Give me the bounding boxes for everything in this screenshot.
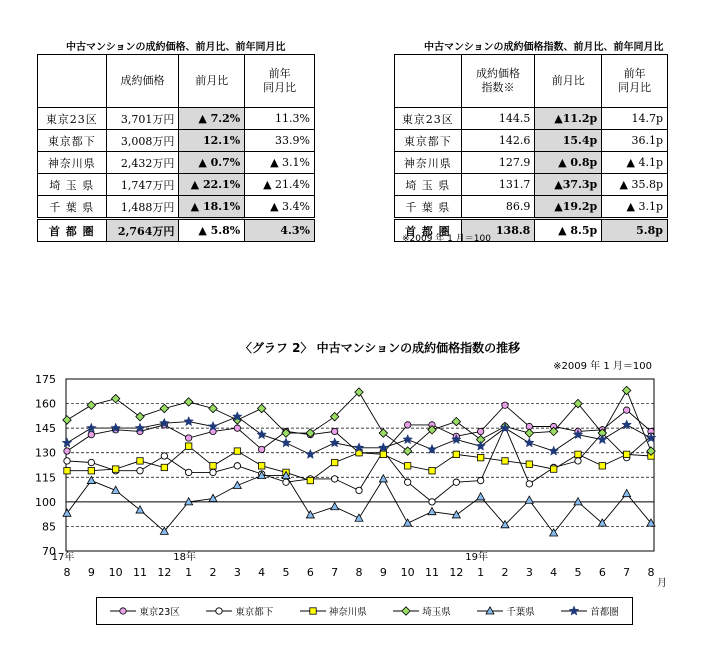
table-cell-yoy: ▲ 3.4% bbox=[245, 196, 315, 219]
data-point bbox=[477, 428, 483, 434]
chart-legend bbox=[96, 597, 633, 625]
data-point bbox=[502, 458, 508, 464]
legend-item bbox=[206, 604, 273, 618]
legend-label: 首都圏 bbox=[590, 607, 619, 618]
data-point bbox=[185, 435, 191, 441]
x-tick-label: 4 bbox=[550, 566, 558, 579]
year-label: 18年 bbox=[173, 552, 197, 563]
table-cell-yoy: 4.3% bbox=[245, 219, 315, 242]
table2-title: 中古マンションの成約価格指数、前月比、前年同月比 bbox=[424, 42, 664, 53]
table2-note: ※2009 年 1 月＝100 bbox=[402, 234, 491, 244]
table-cell-region: 埼 玉 県 bbox=[395, 174, 462, 196]
data-point bbox=[526, 461, 532, 467]
y-tick-label: 100 bbox=[35, 495, 56, 509]
y-tick-label: 130 bbox=[35, 446, 56, 460]
legend-label: 東京都下 bbox=[235, 607, 274, 618]
legend-marker bbox=[310, 608, 316, 614]
table-cell-region: 首 都 圏 bbox=[38, 219, 107, 242]
x-tick-label: 12 bbox=[449, 566, 464, 579]
x-tick-label: 1 bbox=[185, 566, 193, 579]
data-point bbox=[64, 458, 70, 464]
x-tick-label: 6 bbox=[598, 566, 606, 579]
table-cell-value: 3,701万円 bbox=[106, 108, 179, 130]
table-cell-region: 東京23区 bbox=[395, 108, 462, 130]
x-tick-label: 6 bbox=[306, 566, 314, 579]
legend-marker-icon bbox=[300, 605, 326, 617]
table-cell-mom: ▲ 7.2% bbox=[179, 108, 245, 130]
year-label: 17年 bbox=[51, 552, 75, 563]
x-unit-label: 月 bbox=[657, 578, 667, 589]
legend-item bbox=[477, 604, 535, 618]
legend-marker bbox=[486, 607, 494, 614]
table-cell-yoy: ▲ 3.1% bbox=[245, 152, 315, 174]
table-cell-region: 東京都下 bbox=[38, 130, 107, 152]
data-point bbox=[185, 443, 191, 449]
data-point bbox=[575, 458, 581, 464]
table-cell-yoy: 36.1p bbox=[602, 130, 668, 152]
x-tick-label: 11 bbox=[425, 566, 439, 579]
x-tick-label: 8 bbox=[355, 566, 363, 579]
data-point bbox=[404, 422, 410, 428]
table-cell-mom: 12.1% bbox=[179, 130, 245, 152]
y-tick-label: 145 bbox=[35, 422, 56, 436]
table-cell-yoy: 33.9% bbox=[245, 130, 315, 152]
data-point bbox=[185, 469, 191, 475]
x-tick-label: 3 bbox=[233, 566, 241, 579]
legend-label: 千葉県 bbox=[506, 607, 535, 618]
table-cell-yoy: ▲ 4.1p bbox=[602, 152, 668, 174]
data-point bbox=[137, 468, 143, 474]
data-point bbox=[88, 459, 94, 465]
data-point bbox=[234, 425, 240, 431]
table-cell-yoy: ▲ 3.1p bbox=[602, 196, 668, 219]
table-cell-mom: ▲ 5.8% bbox=[179, 219, 245, 242]
table-cell-region: 千 葉 県 bbox=[38, 196, 107, 219]
data-point bbox=[477, 454, 483, 460]
data-point bbox=[331, 476, 337, 482]
table-cell-yoy: ▲ 35.8p bbox=[602, 174, 668, 196]
x-tick-label: 12 bbox=[157, 566, 172, 579]
table-cell-value: 86.9 bbox=[461, 196, 535, 219]
data-point bbox=[161, 453, 167, 459]
data-point bbox=[623, 451, 629, 457]
legend-item bbox=[300, 604, 367, 618]
y-tick-label: 70 bbox=[42, 545, 56, 558]
x-tick-label: 11 bbox=[133, 566, 147, 579]
table-header-cell: 前年 同月比 bbox=[602, 55, 668, 108]
data-point bbox=[331, 428, 337, 434]
table-header-cell: 成約価格 指数※ bbox=[461, 55, 535, 108]
table-cell-value: 144.5 bbox=[461, 108, 535, 130]
data-point bbox=[356, 487, 362, 493]
legend-label: 神奈川県 bbox=[328, 607, 367, 618]
x-tick-label: 5 bbox=[282, 566, 290, 579]
x-tick-label: 9 bbox=[87, 566, 95, 579]
data-point bbox=[307, 477, 313, 483]
table-header-cell: 成約価格 bbox=[106, 55, 179, 108]
data-point bbox=[477, 477, 483, 483]
data-point bbox=[502, 402, 508, 408]
chart-title: 〈グラフ 2〉 中古マンションの成約価格指数の推移 bbox=[239, 341, 521, 355]
data-point bbox=[453, 451, 459, 457]
x-tick-label: 9 bbox=[379, 566, 387, 579]
table-cell-value: 131.7 bbox=[461, 174, 535, 196]
legend-marker bbox=[120, 608, 126, 614]
data-point bbox=[234, 463, 240, 469]
x-tick-label: 2 bbox=[209, 566, 217, 579]
chart-base-note: ※2009 年 1 月＝100 bbox=[553, 361, 652, 372]
y-tick-label: 85 bbox=[42, 520, 56, 534]
table-cell-mom: ▲ 0.8p bbox=[535, 152, 602, 174]
table-header-cell: 前月比 bbox=[179, 55, 245, 108]
table-cell-region: 埼 玉 県 bbox=[38, 174, 107, 196]
table-cell-mom: ▲19.2p bbox=[535, 196, 602, 219]
data-point bbox=[575, 451, 581, 457]
legend-label: 東京23区 bbox=[139, 607, 180, 618]
table-cell-value: 3,008万円 bbox=[106, 130, 179, 152]
legend-marker bbox=[402, 607, 410, 615]
legend-item bbox=[110, 604, 180, 618]
data-point bbox=[453, 479, 459, 485]
legend-marker-icon bbox=[206, 605, 232, 617]
x-tick-label: 7 bbox=[623, 566, 631, 579]
year-label: 19年 bbox=[465, 552, 489, 563]
table-cell-yoy: 11.3% bbox=[245, 108, 315, 130]
data-point bbox=[258, 446, 264, 452]
data-point bbox=[210, 469, 216, 475]
table-cell-yoy: 5.8p bbox=[602, 219, 668, 242]
legend-marker-icon bbox=[477, 605, 503, 617]
x-tick-label: 2 bbox=[501, 566, 509, 579]
table-cell-value: 1,747万円 bbox=[106, 174, 179, 196]
table-cell-yoy: 14.7p bbox=[602, 108, 668, 130]
table-cell-value: 142.6 bbox=[461, 130, 535, 152]
data-point bbox=[623, 407, 629, 413]
table-cell-mom: ▲11.2p bbox=[535, 108, 602, 130]
data-point bbox=[380, 451, 386, 457]
data-point bbox=[112, 466, 118, 472]
data-point bbox=[210, 463, 216, 469]
table-cell-value: 138.8 bbox=[461, 219, 535, 242]
data-point bbox=[64, 448, 70, 454]
table-cell-value: 1,488万円 bbox=[106, 196, 179, 219]
y-tick-label: 115 bbox=[35, 471, 56, 485]
table-cell-region: 東京都下 bbox=[395, 130, 462, 152]
data-point bbox=[429, 499, 435, 505]
x-tick-label: 10 bbox=[400, 566, 415, 579]
table-cell-value: 2,764万円 bbox=[106, 219, 179, 242]
table-cell-yoy: ▲ 21.4% bbox=[245, 174, 315, 196]
legend-item bbox=[393, 604, 451, 618]
data-point bbox=[404, 463, 410, 469]
table-cell-mom: ▲ 0.7% bbox=[179, 152, 245, 174]
x-tick-label: 8 bbox=[63, 566, 71, 579]
data-point bbox=[161, 464, 167, 470]
x-tick-label: 5 bbox=[574, 566, 582, 579]
data-point bbox=[258, 463, 264, 469]
x-tick-label: 7 bbox=[331, 566, 339, 579]
table-cell-region: 首 都 圏 bbox=[395, 219, 462, 242]
data-point bbox=[429, 468, 435, 474]
x-tick-label: 1 bbox=[477, 566, 485, 579]
table-cell-region: 東京23区 bbox=[38, 108, 107, 130]
table-cell-mom: ▲ 22.1% bbox=[179, 174, 245, 196]
x-tick-label: 3 bbox=[525, 566, 533, 579]
table-cell-region: 千 葉 県 bbox=[395, 196, 462, 219]
table-cell-value: 127.9 bbox=[461, 152, 535, 174]
x-tick-label: 4 bbox=[258, 566, 266, 579]
legend-label: 埼玉県 bbox=[422, 607, 451, 618]
table-cell-mom: ▲ 18.1% bbox=[179, 196, 245, 219]
legend-marker bbox=[569, 606, 579, 615]
data-point bbox=[137, 458, 143, 464]
legend-marker bbox=[216, 608, 222, 614]
data-point bbox=[599, 463, 605, 469]
data-point bbox=[88, 468, 94, 474]
data-point bbox=[88, 431, 94, 437]
legend-marker-icon bbox=[110, 605, 136, 617]
data-point bbox=[404, 479, 410, 485]
table-cell-mom: 15.4p bbox=[535, 130, 602, 152]
legend-marker-icon bbox=[561, 605, 587, 617]
data-point bbox=[550, 466, 556, 472]
legend-item bbox=[561, 604, 619, 618]
x-tick-label: 10 bbox=[108, 566, 123, 579]
table-cell-value: 2,432万円 bbox=[106, 152, 179, 174]
y-tick-label: 175 bbox=[35, 373, 56, 386]
table-cell-mom: ▲ 8.5p bbox=[535, 219, 602, 242]
data-point bbox=[64, 468, 70, 474]
table-cell-region: 神奈川県 bbox=[395, 152, 462, 174]
data-point bbox=[234, 448, 240, 454]
x-tick-label: 8 bbox=[647, 566, 655, 579]
table-header-cell: 前月比 bbox=[535, 55, 602, 108]
data-point bbox=[526, 481, 532, 487]
table-header-cell: 前年 同月比 bbox=[245, 55, 315, 108]
table1-title: 中古マンションの成約価格、前月比、前年同月比 bbox=[66, 42, 286, 53]
legend-marker-icon bbox=[393, 605, 419, 617]
y-tick-label: 160 bbox=[35, 397, 56, 411]
table-cell-mom: ▲37.3p bbox=[535, 174, 602, 196]
data-point bbox=[331, 459, 337, 465]
table-cell-region: 神奈川県 bbox=[38, 152, 107, 174]
